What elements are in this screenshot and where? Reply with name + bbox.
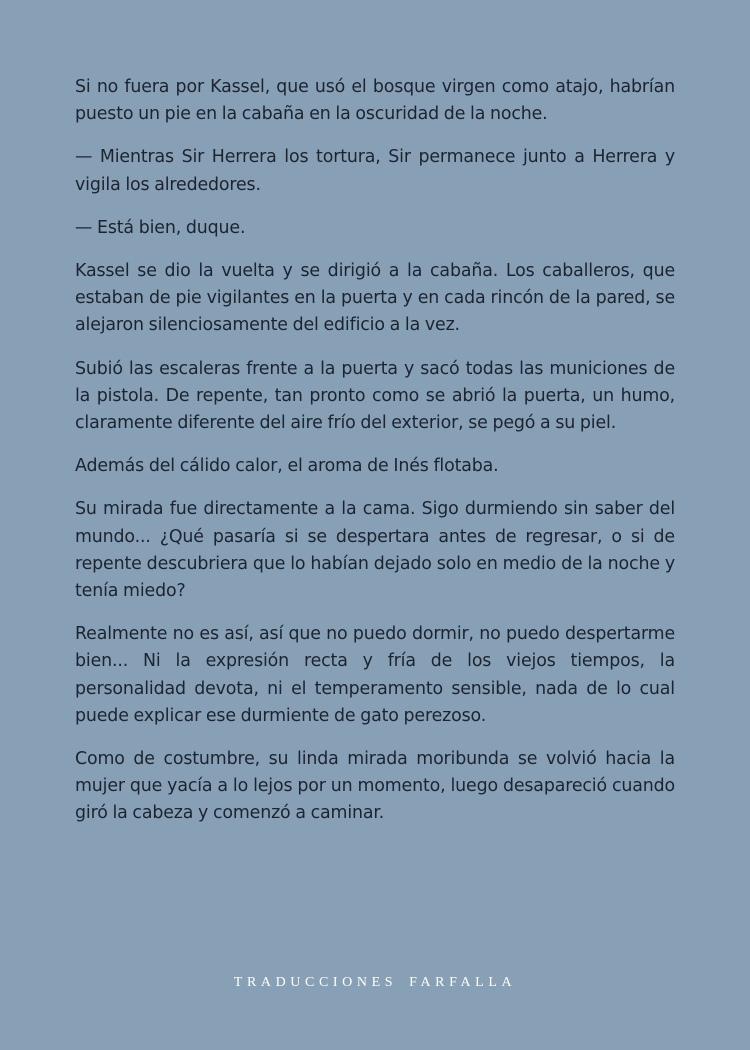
paragraph: Si no fuera por Kassel, que usó el bosque virgen como atajo, habrían puesto un pie en la cabaña en la oscuridad de la noche.	[75, 77, 675, 125]
page-body	[75, 74, 675, 844]
paragraph-dialogue: — Está bien, duque.	[75, 217, 246, 238]
paragraph: Su mirada fue directamente a la cama. Sigo durmiendo sin saber del mundo... ¿Qué pasaría si se despertara antes de regresar, o si de repente descubriera que lo habían dejado solo en medio de la noche y tenía miedo?	[75, 499, 675, 602]
paragraph: Realmente no es así, así que no puedo dormir, no puedo despertarme bien... Ni la expresión recta y fría de los viejos tiempos, la personalidad devota, ni el temperamento sensible, nada de lo cual puede explicar ese durmiente de gato perezoso.	[75, 624, 675, 726]
footer-word-farfalla: FARFALLA	[409, 975, 517, 990]
footer-word-traducciones: TRADUCCIONES	[233, 975, 398, 990]
paragraph: Como de costumbre, su linda mirada moribunda se volvió hacia la mujer que yacía a lo lejos por un momento, luego desapareció cuando giró la cabeza y comenzó a caminar.	[75, 749, 675, 824]
paragraph: Kassel se dio la vuelta y se dirigió a la cabaña. Los caballeros, que estaban de pie vigilantes en la puerta y en cada rincón de la pared, se alejaron silenciosamente del edificio a la vez.	[75, 261, 675, 336]
footer-watermark	[0, 975, 750, 991]
paragraph: Subió las escaleras frente a la puerta y sacó todas las municiones de la pistola. De repente, tan pronto como se abrió la puerta, un humo, claramente diferente del aire frío del exterior, se pegó a su piel.	[75, 358, 675, 434]
paragraph: Además del cálido calor, el aroma de Inés flotaba.	[75, 456, 499, 477]
paragraph-dialogue: — Mientras Sir Herrera los tortura, Sir permanece junto a Herrera y vigila los alrededores.	[75, 147, 675, 195]
